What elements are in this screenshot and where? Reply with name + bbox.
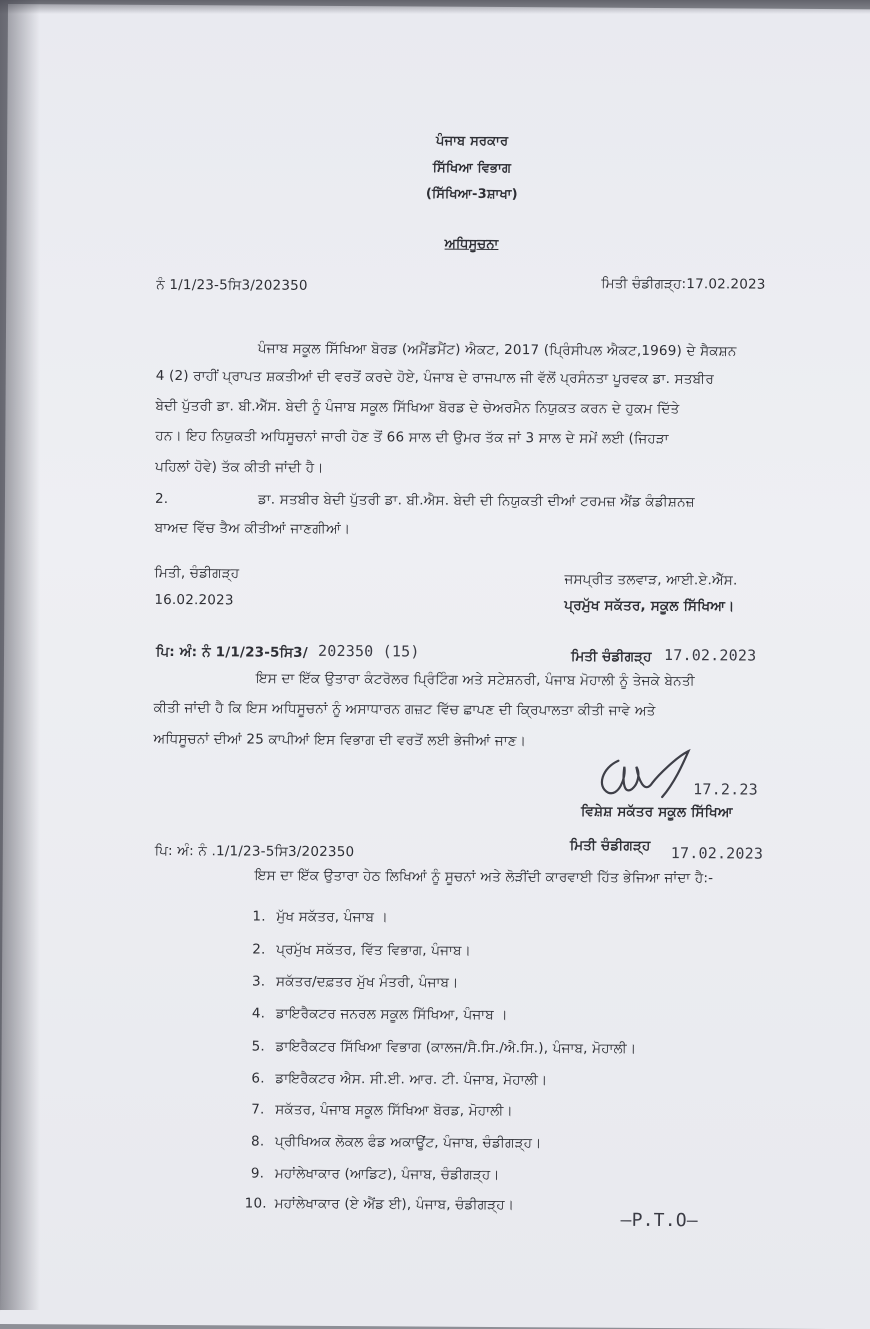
list-item-text: ਸਕੱਤਰ, ਪੰਜਾਬ ਸਕੂਲ ਸਿੱਖਿਆ ਬੋਰਡ, ਮੋਹਾਲੀ।: [275, 1101, 513, 1120]
para1-line3: ਬੇਦੀ ਪੁੱਤਰੀ ਡਾ. ਬੀ.ਐੱਸ. ਬੇਦੀ ਨੂੰ ਪੰਜਾਬ ਸਕੂਲ ਸਿੱਖਿਆ ਬੋਰਡ ਦੇ ਚੇਅਰਮੈਨ ਨਿਯੁਕਤ ਕਰਨ ਦੇ ਹੁਕਮ ਦਿੱਤੇ: [155, 397, 680, 418]
list-item: [252, 974, 459, 991]
list-item-number: 2.: [252, 941, 266, 958]
para2-number: 2.: [154, 490, 169, 507]
left-edge-shadow: [0, 0, 40, 1310]
endorse1-number: ਪਿ: ਅੰ: ਨੰ 1/1/23-5ਸਿ3/: [155, 643, 308, 661]
sign1-designation: ਪ੍ਰਮੁੱਖ ਸਕੱਤਰ, ਸਕੂਲ ਸਿੱਖਿਆ।: [564, 597, 735, 615]
list-item-text: ਮਹਾਂਲੇਖਾਕਾਰ (ਆਡਿਟ), ਪੰਜਾਬ, ਚੰਡੀਗੜ੍ਹ।: [274, 1165, 500, 1184]
list-item-number: 5.: [251, 1038, 265, 1055]
list-item-number: 7.: [251, 1101, 265, 1118]
endorse1-date-label: ਮਿਤੀ ਚੰਡੀਗੜ੍ਹ: [570, 648, 652, 665]
list-item-text: ਪ੍ਰੀਖਿਅਕ ਲੋਕਲ ਫੰਡ ਅਕਾਊਂਟ, ਪੰਜਾਬ, ਚੰਡੀਗੜ੍ਹ।: [275, 1133, 542, 1152]
sign1-date: 16.02.2023: [154, 591, 234, 609]
list-item-number: 4.: [251, 1005, 266, 1022]
endorse1-number-handwritten: 202350 (15): [317, 641, 420, 661]
para1-line2: 4 (2) ਰਾਹੀਂ ਪ੍ਰਾਪਤ ਸ਼ਕਤੀਆਂ ਦੀ ਵਰਤੋਂ ਕਰਦੇ ਹੋਏ, ਪੰਜਾਬ ਦੇ ਰਾਜਪਾਲ ਜੀ ਵੱਲੋਂ ਪ੍ਰਸੰਨਤਾ ਪੂਰਵਕ ਡਾ. ਸਤਬੀਰ: [155, 367, 714, 388]
sign1-name: ਜਸਪ੍ਰੀਤ ਤਲਵਾੜ, ਆਈ.ਏ.ਐੱਸ.: [564, 571, 738, 589]
list-item-number: 10.: [244, 1195, 267, 1212]
list-item-text: ਮੁੱਖ ਸਕੱਤਰ, ਪੰਜਾਬ ।: [276, 908, 389, 926]
list-item: [252, 1006, 508, 1024]
list-item-number: 1.: [252, 908, 266, 925]
list-item-text: ਡਾਇਰੈਕਟਰ ਐਸ. ਸੀ.ਈ. ਆਰ. ਟੀ. ਪੰਜਾਬ, ਮੋਹਾਲੀ।: [275, 1070, 548, 1089]
ref-number: ਨੰ 1/1/23-5ਸਿ3/202350: [156, 276, 308, 294]
list-item-text: ਮਹਾਂਲੇਖਾਕਾਰ (ਏ ਐਂਡ ਈ), ਪੰਜਾਬ, ਚੰਡੀਗੜ੍ਹ।: [274, 1195, 515, 1214]
signature-date: 17.2.23: [693, 780, 758, 799]
list-item: [252, 1039, 637, 1057]
para2-line1: ਡਾ. ਸਤਬੀਰ ਬੇਦੀ ਪੁੱਤਰੀ ਡਾ. ਬੀ.ਐਸ. ਬੇਦੀ ਦੀ ਨਿਯੁਕਤੀ ਦੀਆਂ ਟਰਮਜ਼ ਐਂਡ ਕੰਡੀਸ਼ਨਜ਼: [257, 491, 695, 511]
para1-line4: ਹਨ। ਇਹ ਨਿਯੁਕਤੀ ਅਧਿਸੂਚਨਾਂ ਜਾਰੀ ਹੋਣ ਤੋਂ 66 ਸਾਲ ਦੀ ਉਮਰ ਤੱਕ ਜਾਂ 3 ਸਾਲ ਦੇ ਸਮੇਂ ਲਈ (ਜਿਹੜਾ: [155, 427, 669, 448]
list-item-number: 6.: [251, 1070, 265, 1087]
para1-line1: ਪੰਜਾਬ ਸਕੂਲ ਸਿੱਖਿਆ ਬੋਰਡ (ਅਮੈਂਡਮੈਂਟ) ਐਕਟ, 2017 (ਪ੍ਰਿੰਸੀਪਲ ਐਕਟ,1969) ਦੇ ਸੈਕਸ਼ਨ: [257, 340, 737, 360]
header-branch: (ਸਿੱਖਿਆ-3ਸ਼ਾਖਾ): [425, 186, 518, 203]
sign1-place: ਮਿਤੀ, ਚੰਡੀਗੜ੍ਹ: [154, 564, 240, 582]
para1-line5: ਪਹਿਲਾਂ ਹੋਵੇ) ਤੱਕ ਕੀਤੀ ਜਾਂਦੀ ਹੈ।: [155, 458, 324, 476]
header-department: ਸਿੱਖਿਆ ਵਿਭਾਗ: [432, 160, 512, 177]
document-page: [0, 4, 870, 1329]
top-edge-shadow: [0, 0, 870, 14]
endorse2-date-handwritten: 17.02.2023: [670, 844, 764, 863]
notification-title: ਅਧਿਸੂਚਨਾ: [444, 236, 499, 253]
header-govt: ਪੰਜਾਬ ਸਰਕਾਰ: [436, 133, 509, 150]
endorse2-date-label: ਮਿਤੀ ਚੰਡੀਗੜ੍ਹ: [569, 837, 651, 854]
list-item-text: ਡਾਇਰੈਕਟਰ ਜਨਰਲ ਸਕੂਲ ਸਿੱਖਿਆ, ਪੰਜਾਬ ।: [275, 1005, 508, 1024]
endorse2-number: ਪਿ: ਅੰ: ਨੰ .1/1/23-5ਸਿ3/202350: [154, 842, 355, 861]
list-item-number: 3.: [251, 973, 266, 990]
list-item: [252, 909, 388, 926]
handwritten-signature: [588, 743, 718, 809]
list-item: [251, 1071, 547, 1089]
endorse1-text-line3: ਅਧਿਸੂਚਨਾਂ ਦੀਆਂ 25 ਕਾਪੀਆਂ ਇਸ ਵਿਭਾਗ ਦੀ ਵਰਤੋਂ ਲਈ ਭੇਜੀਆਂ ਜਾਣ।: [153, 730, 527, 750]
list-item: [245, 1195, 514, 1213]
list-item-text: ਸਕੱਤਰ/ਦਫ਼ਤਰ ਮੁੱਖ ਮੰਤਰੀ, ਪੰਜਾਬ।: [275, 973, 459, 991]
list-item: [251, 1134, 541, 1152]
list-item: [252, 942, 471, 959]
endorse1-designation: ਵਿਸ਼ੇਸ਼ ਸਕੱਤਰ ਸਕੂਲ ਸਿੱਖਿਆ: [581, 803, 733, 821]
endorse1-text-line1: ਇਸ ਦਾ ਇੱਕ ਉਤਾਰਾ ਕੰਟਰੋਲਰ ਪ੍ਰਿੰਟਿੰਗ ਅਤੇ ਸਟੇਸ਼ਨਰੀ, ਪੰਜਾਬ ਮੋਹਾਲੀ ਨੂੰ ਤੇਜਕੇ ਬੇਨਤੀ: [255, 670, 695, 690]
para2-line2: ਬਾਅਦ ਵਿੱਚ ਤੈਅ ਕੀਤੀਆਂ ਜਾਣਗੀਆਂ।: [154, 519, 351, 538]
list-item-number: 8.: [251, 1133, 265, 1150]
list-item: [251, 1166, 500, 1184]
list-item-text: ਪ੍ਰਮੁੱਖ ਸਕੱਤਰ, ਵਿੱਤ ਵਿਭਾਗ, ਪੰਜਾਬ।: [276, 941, 472, 959]
endorse1-text-line2: ਕੀਤੀ ਜਾਂਦੀ ਹੈ ਕਿ ਇਸ ਅਧਿਸੂਚਨਾਂ ਨੂੰ ਅਸਾਧਾਰਨ ਗਜ਼ਟ ਵਿੱਚ ਛਾਪਣ ਦੀ ਕ੍ਰਿਪਾਲਤਾ ਕੀਤੀ ਜਾਵੇ ਅਤੇ: [153, 699, 656, 719]
endorse2-intro: ਇਸ ਦਾ ਇੱਕ ਉਤਾਰਾ ਹੇਠ ਲਿਖਿਆਂ ਨੂੰ ਸੂਚਨਾਂ ਅਤੇ ਲੋੜੀਂਦੀ ਕਾਰਵਾਈ ਹਿੱਤ ਭੇਜਿਆ ਜਾਂਦਾ ਹੈ:-: [254, 867, 714, 887]
ref-date: ਮਿਤੀ ਚੰਡੀਗੜ੍ਹ:17.02.2023: [601, 275, 766, 293]
endorse1-date-handwritten: 17.02.2023: [663, 646, 757, 665]
pto-note: –P.T.O–: [620, 1209, 698, 1232]
list-item: [251, 1102, 513, 1120]
list-item-number: 9.: [250, 1165, 265, 1182]
list-item-text: ਡਾਇਰੈਕਟਰ ਸਿੱਖਿਆ ਵਿਭਾਗ (ਕਾਲਜ/ਸੈ.ਸਿ./ਐ.ਸਿ.), ਪੰਜਾਬ, ਮੋਹਾਲੀ।: [275, 1038, 637, 1057]
